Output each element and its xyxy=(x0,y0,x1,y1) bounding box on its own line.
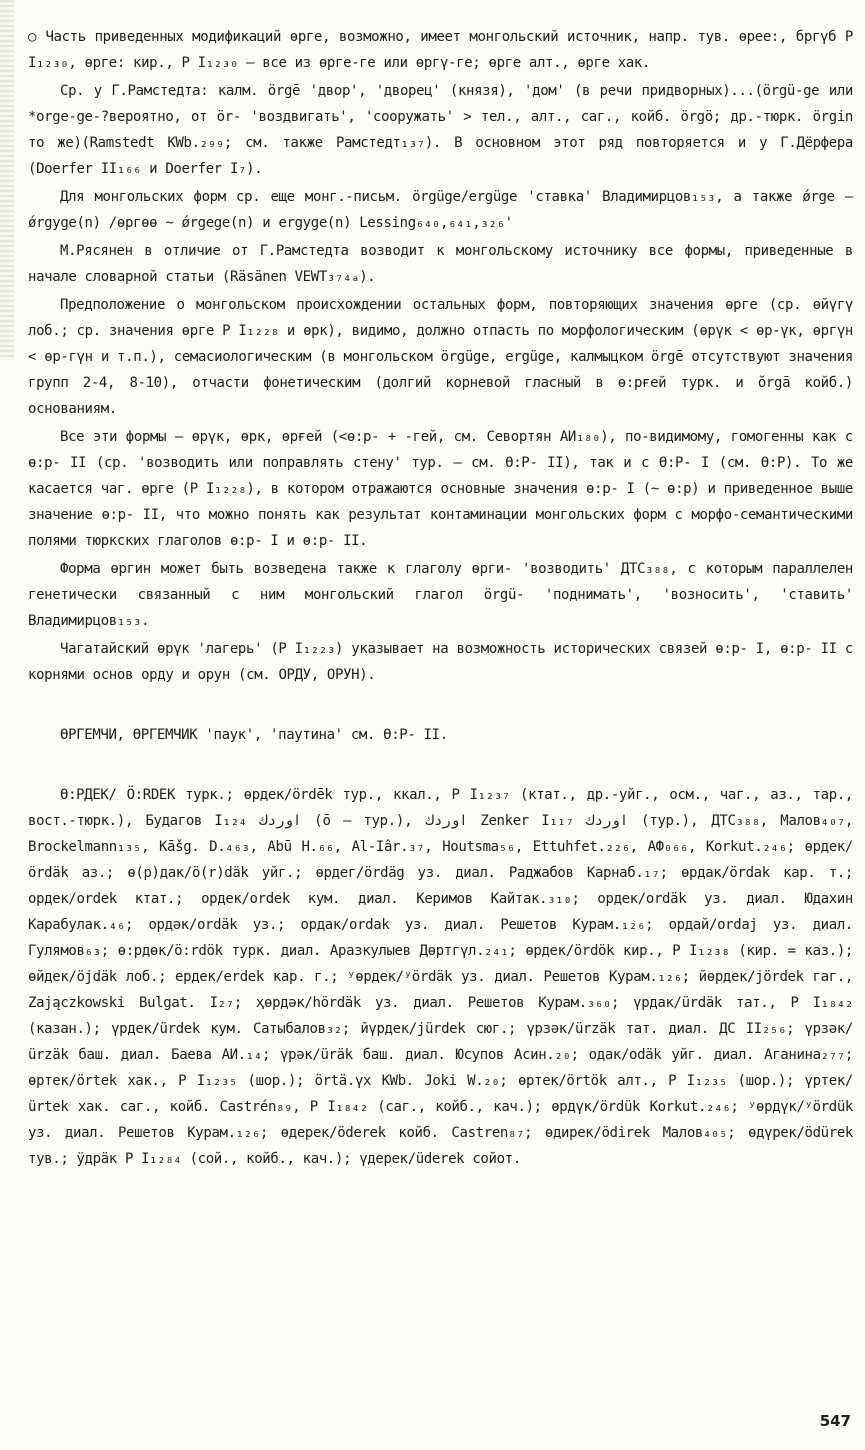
scan-edge-shadow xyxy=(0,0,14,360)
paragraph-3: М.Рясянен в отличие от Г.Рамстедта возводит к монгольскому источнику все формы, приведенные в начале словарной статьи (Räsänen VEWT₃₇₄ₐ). xyxy=(28,243,853,285)
paragraph-7: Чагатайский өрүк 'лагерь' (Р I₁₂₂₃) указывает на возможность исторических связей ө:р- I, ө:р- II с корнями основ орду и орун (см. ОРДУ, ОРУН). xyxy=(28,641,853,683)
paragraph-4: Предположение о монгольском происхождении остальных форм, повторяющих значения өрге (ср. өйүгү лоб.; ср. значения өрге Р I₁₂₂₈ и өрк), видимо, должно отпасть по морфологическим (өрүк < өр-үк, өргүн < өр-гүн и т.п.), семасиологическим (в монгольском örgüge, ergüge, калмыцком örgē отсутствуют значения групп 2-4, 8-10), отчасти фонетическим (долгий корневой гласный в ө:рғей турк. и ŏrgā койб.) основаниям. xyxy=(28,297,853,417)
entry-duck: Ө:РДЕК/ Ö:RDEK турк.; өрдек/ördēk тур., ккал., Р I₁₂₃₇ (ктат., др.-уйг., осм., чаг., аз., тар., вост.-тюрк.), Будагов I₁₂₄ اوردك (ō – тур.), اوردك Zenker I₁₁₇ اوردك (тур.), ДТС₃₈₈, Малов₄₀₇, Brockelmann₁₃₅, Kāšg. D.₄₆₃, Abū H.₆₆, Al-Iâr.₃₇, Houtsma₅₆, Ettuhfet.₂₂₆, АФ₀₆₆, Korkut.₂₄₆; өрдек/ördäk аз.; ө(р)дак/ö(r)däk уйг.; өрдег/ördäg уз. диал. Раджабов Карнаб.₁₇; өрдак/ördak кар. т.; ордек/ordek ктат.; ордек/ordek кум. диал. Керимов Кайтак.₃₁₀; ордек/ordäk уз. диал. Юдахин Карабулак.₄₆; ордәк/ordäk уз.; ордак/ordak уз. диал. Решетов Курам.₁₂₆; ордай/ordaj уз. диал. Гулямов₆₃; ө:рдөк/ö:rdök турк. диал. Аразкулыев Дөртгүл.₂₄₁; өрдек/ördök кир., Р I₁₂₃₈ (кир. = каз.); өйдек/öjdäk лоб.; ердек/erdek кар. г.; ʸөрдек/ʸördäk уз. диал. Решетов Курам.₁₂₆; йөрдек/jördek гаг., Zajączkowski Bulgat. I₂₇; ҳөрдәк/hördäk уз. диал. Решетов Курам.₃₆₀; үрдак/ürdäk тат., Р I₁₈₄₂ (казан.); үрдек/ürdek кум. Сатыбалов₃₂; йүрдек/jürdek сюг.; үрзәк/ürzäk тат. диал. ДС II₂₅₆; үрзәк/ürzäk баш. диал. Баева АИ.₁₄; үрәк/üräk баш. диал. Юсупов Асин.₂₀; одак/odäk уйг. диал. Аганина₂₇₇; өртек/örtek хак., Р I₁₂₃₅ (шор.); örtä.үх KWb. Joki W.₂₀; өртек/örtök алт., Р I₁₂₃₅ (шор.); үртек/ürtek хак. саг., койб. Castrén₈₉, Р I₁₈₄₂ (саг., койб., кач.); өрдүк/ördük Korkut.₂₄₆; ʸөрдүк/ʸördük уз. диал. Решетов Курам.₁₂₆; өдерек/öderek койб. Castren₈₇; өдирек/ödirek Малов₄₀₅; өдүрек/ödürek тув.; ӱдрäк Р I₁₂₈₄ (сой., койб., кач.); үдерек/üderek сойот. xyxy=(28,787,853,1167)
page-number: 547 xyxy=(819,1412,851,1430)
paragraph-0: ○ Часть приведенных модификаций өрге, возможно, имеет монгольский источник, напр. тув. өрее:, бргүб Р I₁₂₃₀, өрге: кир., Р I₁₂₃₀ – все из өрге-ге или өргү-ге; өрге алт., өрге хак. xyxy=(28,29,853,71)
entry-spider: ӨРГЕМЧИ, ӨРГЕМЧИК 'паук', 'паутина' см. Ө:Р- II. xyxy=(60,727,448,743)
paragraph-5: Все эти формы – өрүк, өрк, өрғей (<ө:р- + -гей, см. Севортян АИ₁₈₀), по-видимому, гомогенны как с ө:р- II (ср. 'возводить или поправлять стену' тур. – см. Ө:Р- II), так и с Ө:Р- I (см. Ө:Р). То же касается чаг. өрге (Р I₁₂₂₈), в котором отражаются основные значения ө:р- I (~ ө:р) и приведенное выше значение ө:р- II, что можно понять как результат контаминации монгольских форм с морфо-семантическими полями тюркских глаголов ө:р- I и ө:р- II. xyxy=(28,429,853,549)
entry-separator xyxy=(28,688,853,722)
paragraph-1: Ср. у Г.Рамстедта: калм. örgē 'двор', 'дворец' (князя), 'дом' (в речи придворных)...(örgü-ge или *orge-ge-?вероятно, от ör- 'воздвигать', 'сооружать' > тел., алт., саг., койб. örgö; др.-тюрк. örgin то же)(Ramstedt KWb.₂₉₉; см. также Рамстедт₁₃₇). В основном этот ряд повторяется и у Г.Дёрфера (Doerfer II₁₆₆ и Doerfer I₇). xyxy=(28,83,853,177)
document-page xyxy=(28,22,853,1172)
paragraph-2: Для монгольских форм ср. еще монг.-письм. örgüge/ergüge 'ставка' Владимирцов₁₅₃, а также ǿrge – ǿrgyge(n) /өргөө ~ ǿrgege(n) и ergyge(n) Lessing₆₄₀,₆₄₁,₃₂₆' xyxy=(28,189,853,231)
paragraph-6: Форма өргин может быть возведена также к глаголу өрги- 'возводить' ДТС₃₈₈, с которым параллелен генетически связанный с ним монгольский глагол örgü- 'поднимать', 'возносить', 'ставить' Владимирцов₁₅₃. xyxy=(28,561,853,629)
entry-separator-2 xyxy=(28,748,853,782)
